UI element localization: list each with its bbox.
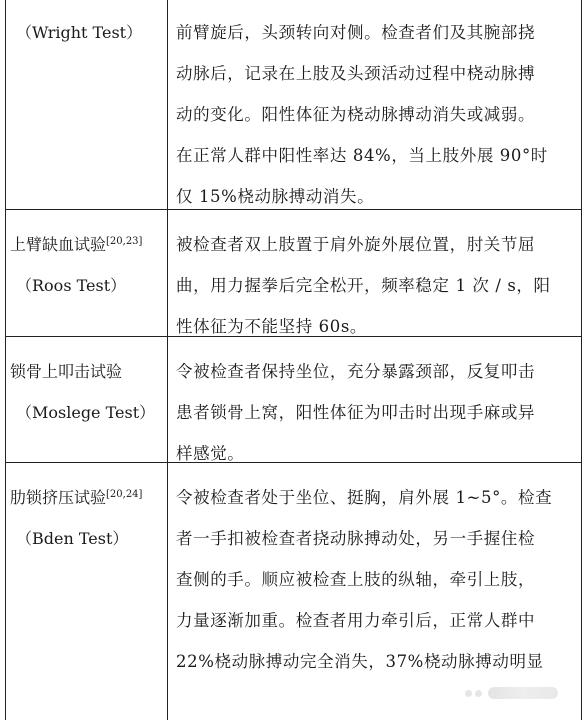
test-name-cell — [6, 210, 168, 336]
description-line: 性体征为不能坚持 60s。 — [176, 317, 368, 336]
table-row — [6, 210, 581, 337]
test-name-cell — [6, 0, 168, 209]
description-line: 仅 15%桡动脉搏动消失。 — [176, 187, 375, 206]
table-row — [6, 337, 581, 463]
test-description-cell — [168, 210, 581, 336]
test-table — [5, 0, 582, 720]
description-line: 者一手扣被检查者挠动脉搏动处，另一手握住检 — [176, 529, 536, 548]
test-name-en: （Wright Test） — [16, 23, 143, 42]
watermark-logo-icon — [465, 690, 482, 697]
test-name-cn: 肋锁挤压试验 — [10, 488, 107, 507]
description-line: 样感觉。 — [176, 444, 245, 463]
test-name-cn: 上臂缺血试验 — [10, 235, 107, 254]
description-line: 令被检查者保持坐位，充分暴露颈部，反复叩击 — [176, 362, 536, 381]
test-name-cell — [6, 337, 168, 462]
description-line: 动脉后，记录在上肢及头颈活动过程中桡动脉搏 — [176, 64, 536, 83]
description-line: 动的变化。阳性体征为桡动脉搏动消失或减弱。 — [176, 105, 536, 124]
reference-marker: [20,24] — [106, 489, 143, 500]
watermark-text-blur — [488, 687, 558, 699]
description-line: 22%桡动脉搏动完全消失，37%桡动脉搏动明显 — [176, 652, 544, 671]
description-line: 曲，用力握拳后完全松开，频率稳定 1 次 / s，阳 — [176, 276, 551, 295]
description-line: 力量逐渐加重。检查者用力牵引后，正常人群中 — [176, 611, 536, 630]
description-line: 在正常人群中阳性率达 84%，当上肢外展 90°时 — [176, 146, 548, 165]
test-description-cell — [168, 337, 581, 462]
description-line: 患者锁骨上窝，阳性体征为叩击时出现手麻或异 — [176, 403, 536, 422]
description-line: 令被检查者处于坐位、挺胸，肩外展 1~5°。检查 — [176, 488, 553, 507]
table-row — [6, 0, 581, 210]
test-name-en: （Moslege Test） — [16, 403, 156, 422]
test-name-en: （Bden Test） — [16, 529, 129, 548]
test-name-cell — [6, 463, 168, 720]
test-name-cn: 锁骨上叩击试验 — [10, 362, 123, 381]
description-line: 前臂旋后，头颈转向对侧。检查者们及其腕部挠 — [176, 23, 536, 42]
description-line: 被检查者双上肢置于肩外旋外展位置，肘关节屈 — [176, 235, 536, 254]
description-line: 查侧的手。顺应被检查上肢的纵轴，牵引上肢， — [176, 570, 536, 589]
reference-marker: [20,23] — [106, 236, 143, 247]
test-description-cell — [168, 0, 581, 209]
test-name-en: （Roos Test） — [16, 276, 127, 295]
watermark — [465, 680, 580, 706]
